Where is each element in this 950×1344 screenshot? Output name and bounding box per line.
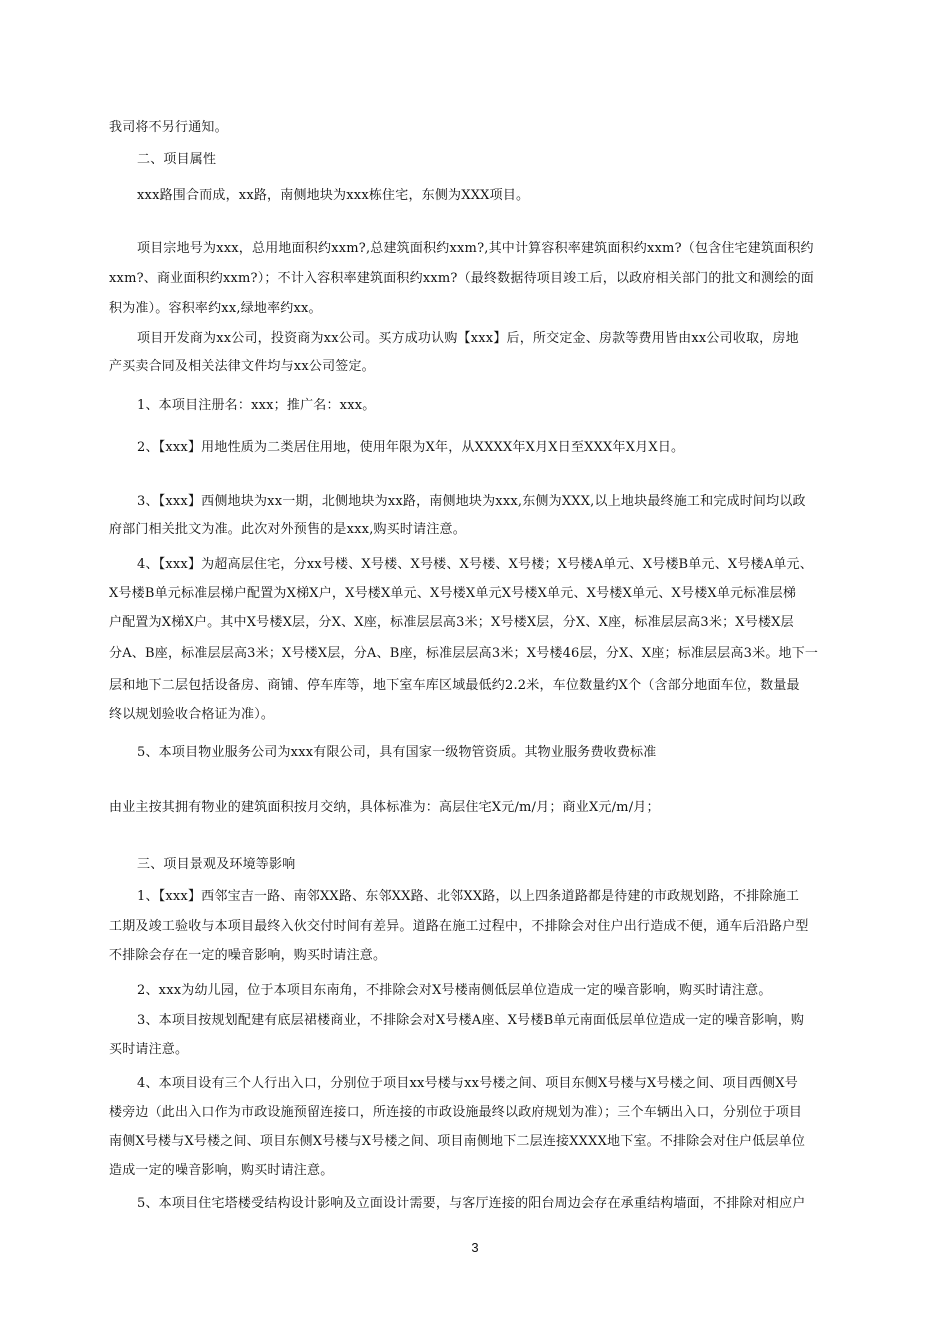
text-line: 积为准）。容积率约xx,绿地率约xx。 [109,301,322,316]
text-line: 由业主按其拥有物业的建筑面积按月交纳，具体标准为：高层住宅X元/m/月；商业X元/m/月； [109,800,660,815]
text-line: 造成一定的噪音影响，购买时请注意。 [109,1163,334,1178]
text-line: 南侧X号楼与X号楼之间、项目东侧X号楼与X号楼之间、项目南侧地下二层连接XXXX地下室。不排除会对住户低层单位 [109,1134,806,1149]
list-item: 2、【xxx】用地性质为二类居住用地，使用年限为X年，从XXXX年X月X日至XXX年X月X日。 [137,440,685,455]
text-line: 不排除会存在一定的噪音影响，购买时请注意。 [109,948,387,963]
text-line: xxm?、商业面积约xxm?）；不计入容积率建筑面积约xxm?（最终数据待项目竣工后，以政府相关部门的批文和测绘的面 [109,271,814,286]
list-item: 2、xxx为幼儿园，位于本项目东南角，不排除会对X号楼南侧低层单位造成一定的噪音影响，购买时请注意。 [137,983,772,998]
list-item: 5、本项目住宅塔楼受结构设计影响及立面设计需要，与客厅连接的阳台周边会存在承重结构墙面，不排除对相应户 [137,1196,806,1211]
list-item: 4、【xxx】为超高层住宅，分xx号楼、X号楼、X号楼、X号楼、X号楼；X号楼A单元、X号楼B单元、X号楼A单元、 [137,557,813,572]
text-line: 终以规划验收合格证为准）。 [109,707,275,722]
section-heading: 三、项目景观及环境等影响 [137,857,296,872]
text-line: X号楼B单元标准层梯户配置为X梯X户，X号楼X单元、X号楼X单元X号楼X单元、X号楼X单元、X号楼X单元标准层梯 [109,586,797,601]
page-number: 3 [471,1240,479,1255]
text-line: 买时请注意。 [109,1042,189,1057]
list-item: 3、本项目按规划配建有底层裙楼商业，不排除会对X号楼A座、X号楼B单元南面低层单位造成一定的噪音影响，购 [137,1013,805,1028]
text-line: 项目开发商为xx公司，投资商为xx公司。买方成功认购【xxx】后，所交定金、房款等费用皆由xx公司收取，房地 [137,331,799,346]
text-line: 府部门相关批文为准。此次对外预售的是xxx,购买时请注意。 [109,522,466,537]
list-item: 1、本项目注册名：xxx；推广名：xxx。 [137,398,376,413]
text-line: 楼旁边（此出入口作为市政设施预留连接口，所连接的市政设施最终以政府规划为准）；三个车辆出入口，分别位于项目 [109,1105,803,1120]
text-line: 工期及竣工验收与本项目最终入伙交付时间有差异。道路在施工过程中，不排除会对住户出行造成不便，通车后沿路户型 [109,919,809,934]
text-line: 层和地下二层包括设备房、商铺、停车库等，地下室车库区域最低约2.2米，车位数量约X个（含部分地面车位，数量最 [109,678,800,693]
list-item: 5、本项目物业服务公司为xxx有限公司，具有国家一级物管资质。其物业服务费收费标准 [137,745,657,760]
text-line: 项目宗地号为xxx，总用地面积约xxm?,总建筑面积约xxm?,其中计算容积率建筑面积约xxm?（包含住宅建筑面积约 [137,241,814,256]
section-heading: 二、项目属性 [137,152,217,167]
text-line: 产买卖合同及相关法律文件均与xx公司签定。 [109,359,375,374]
list-item: 1、【xxx】西邻宝吉一路、南邻XX路、东邻XX路、北邻XX路，以上四条道路都是待建的市政规划路，不排除施工 [137,889,800,904]
text-line: 户配置为X梯X户。其中X号楼X层，分X、X座，标准层层高3米；X号楼X层，分X、X座，标准层层高3米；X号楼X层 [109,615,794,630]
text-line: xxx路围合而成，xx路，南侧地块为xxx栋住宅，东侧为XXX项目。 [137,188,530,203]
text-line: 分A、B座，标准层层高3米；X号楼X层，分A、B座，标准层层高3米；X号楼46层，分X、X座；标准层层高3米。地下一 [109,646,819,661]
text-line: 我司将不另行通知。 [109,120,228,135]
list-item: 4、本项目设有三个人行出入口，分别位于项目xx号楼与xx号楼之间、项目东侧X号楼与X号楼之间、项目西侧X号 [137,1076,798,1091]
list-item: 3、【xxx】西侧地块为xx一期，北侧地块为xx路，南侧地块为xxx,东侧为XXX,以上地块最终施工和完成时间均以政 [137,494,806,509]
